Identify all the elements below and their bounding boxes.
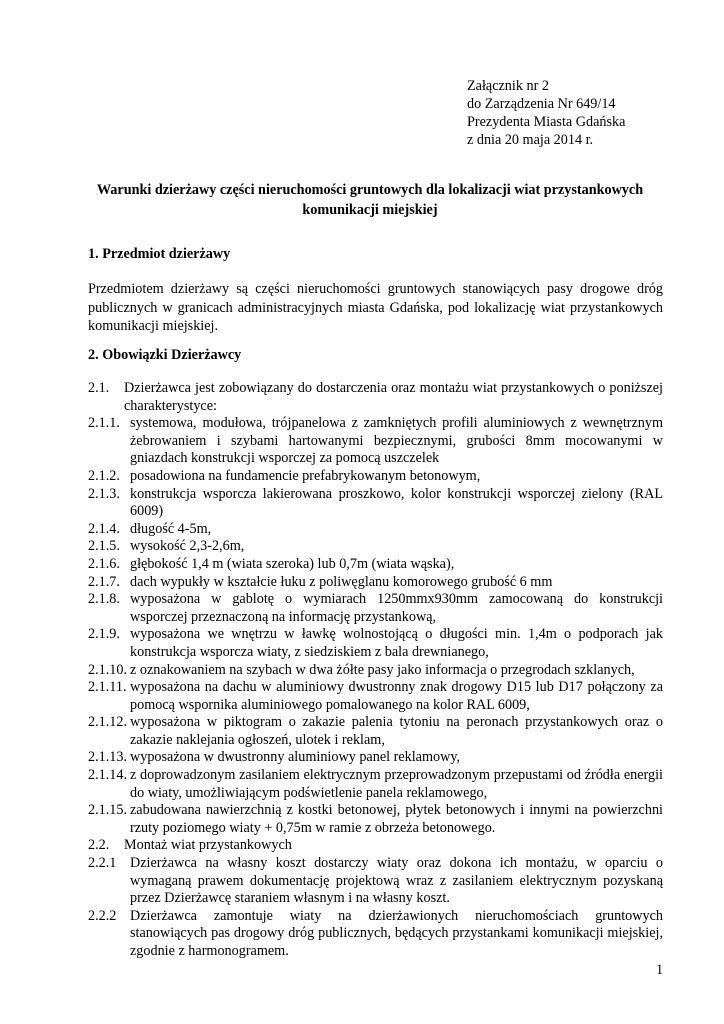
list-item-2-1-2 — [88, 468, 663, 486]
item-number: 2.1.6. — [88, 555, 120, 572]
item-number: 2.1.3. — [88, 485, 120, 502]
item-text: dach wypukły w kształcie łuku z poliwęglanu komorowego grubość 6 mm — [130, 573, 553, 590]
list-item-2-1-13 — [88, 749, 663, 767]
section-1-heading: 1. Przedmiot dzierżawy — [88, 246, 231, 262]
item-text: Dzierżawca na własny koszt dostarczy wiaty oraz dokona ich montażu, w oparciu o wymaganą prawem dokumentację projektową wraz z zasilaniem elektrycznym pozyskaną przez Dzierżawcę staraniem własnym i na własny koszt. — [130, 855, 663, 907]
item-number: 2.1.12. — [88, 714, 128, 731]
list-item-2-1-6 — [88, 556, 663, 574]
item-text: wyposażona w piktogram o zakazie palenia tytoniu na peronach przystankowych oraz o zakazie naklejania ogłoszeń, ulotek i reklam, — [130, 714, 663, 748]
document-header — [467, 77, 625, 149]
item-number: 2.2. — [88, 837, 110, 854]
list-item-2-1-4 — [88, 521, 663, 539]
item-number: 2.1.13. — [88, 749, 128, 766]
list-item-2-1-7 — [88, 574, 663, 592]
page-number: 1 — [656, 962, 664, 978]
list-item-2-1-10 — [88, 662, 663, 680]
item-text: wyposażona w dwustronny aluminiowy panel reklamowy, — [130, 749, 461, 766]
section-1-paragraph: Przedmiotem dzierżawy są części nieruchomości gruntowych stanowiących pasy drogowe dróg publicznych w granicach administracyjnych miasta Gdańska, pod lokalizację wiat przystankowych komunikacji miejskiej. — [88, 281, 663, 334]
item-number: 2.1.8. — [88, 591, 120, 608]
item-number: 2.1. — [88, 380, 110, 396]
item-text: systemowa, modułowa, trójpanelowa z zamkniętych profili aluminiowych z wewnętrznym żebrowaniem i szybami hartowanymi bezpiecznymi, grubości 8mm mocowanymi w gniazdach konstrukcji wsporczej za pomocą uszczelek — [130, 415, 663, 467]
item-number: 2.1.7. — [88, 573, 120, 590]
list-item-2-2-1 — [88, 855, 663, 908]
list-item-2-1-3 — [88, 486, 663, 521]
item-text: Montaż wiat przystankowych — [124, 837, 292, 854]
item-text: wyposażona na dachu w aluminiowy dwustronny znak drogowy D15 lub D17 połączony za pomocą wspornika aluminiowego pomalowanego na kolor RAL 6009, — [130, 679, 663, 713]
header-line-4: z dnia 20 maja 2014 r. — [467, 132, 594, 148]
list-item-2-2-2 — [88, 908, 663, 961]
list-item-2-1-14 — [88, 767, 663, 802]
item-text: głębokość 1,4 m (wiata szeroka) lub 0,7m (wiata wąska), — [130, 555, 455, 572]
obligations-list — [88, 380, 663, 961]
item-text: Dzierżawca zamontuje wiaty na dzierżawionych nieruchomościach gruntowych stanowiących pas drogowy dróg publicznych, będących przystankami komunikacji miejskiej, zgodnie z harmonogramem. — [130, 907, 663, 959]
section-2-heading: 2. Obowiązki Dzierżawcy — [88, 347, 242, 363]
item-text: konstrukcja wsporcza lakierowana proszkowo, kolor konstrukcji wsporczej zielony (RAL 6009) — [130, 485, 663, 520]
item-number: 2.1.1. — [88, 415, 120, 432]
list-item-2-1-5 — [88, 538, 663, 556]
item-number: 2.1.5. — [88, 538, 120, 555]
list-item-2-1-11 — [88, 679, 663, 714]
list-item-2-1-9 — [88, 626, 663, 661]
item-text: z doprowadzonym zasilaniem elektrycznym przeprowadzonym przepustami od źródła energii do wiaty, umożliwiającym podświetlenie panela reklamowego, — [130, 767, 663, 801]
list-item-2-1-1 — [88, 415, 663, 468]
item-number: 2.1.2. — [88, 467, 120, 484]
header-line-1: Załącznik nr 2 — [467, 78, 549, 94]
item-number: 2.1.15. — [88, 802, 128, 819]
item-number: 2.1.4. — [88, 520, 120, 537]
item-text: Dzierżawca jest zobowiązany do dostarczenia oraz montażu wiat przystankowych o poniższej charakterystyce: — [124, 380, 663, 414]
document-title: Warunki dzierżawy części nieruchomości gruntowych dla lokalizacji wiat przystankowych komunikacji miejskiej — [96, 182, 644, 218]
item-text: z oznakowaniem na szybach w dwa żółte pasy jako informacja o przegrodach szklanych, — [130, 661, 635, 678]
list-item-2-2 — [88, 837, 663, 855]
item-text: wysokość 2,3-2,6m, — [130, 538, 245, 555]
item-number: 2.1.10. — [88, 661, 128, 678]
item-text: wyposażona we wnętrzu w ławkę wolnostojącą o długości min. 1,4m o podporach jak konstrukcja wsporcza wiaty, z siedziskiem z bala drewnianego, — [130, 626, 663, 660]
item-number: 2.1.9. — [88, 626, 120, 643]
header-line-2: do Zarządzenia Nr 649/14 — [467, 96, 616, 112]
item-text: długość 4-5m, — [130, 520, 212, 537]
list-item-2-1-12 — [88, 714, 663, 749]
item-text: wyposażona w gablotę o wymiarach 1250mmx930mm zamocowaną do konstrukcji wsporczej przeznaczoną na informację przystankową, — [130, 591, 663, 625]
item-text: posadowiona na fundamencie prefabrykowanym betonowym, — [130, 467, 481, 484]
list-item-2-1-15 — [88, 802, 663, 837]
item-number: 2.2.2 — [88, 907, 117, 924]
header-line-3: Prezydenta Miasta Gdańska — [467, 114, 626, 130]
item-number: 2.1.14. — [88, 767, 128, 784]
item-number: 2.2.1 — [88, 855, 117, 872]
item-number: 2.1.11. — [88, 679, 127, 696]
item-text: zabudowana nawierzchnią z kostki betonowej, płytek betonowych i innymi na powierzchni rzuty poziomego wiaty + 0,75m w ramie z obrzeża betonowego. — [130, 802, 663, 836]
list-item-2-1-8 — [88, 591, 663, 626]
list-item-2-1 — [88, 380, 663, 415]
